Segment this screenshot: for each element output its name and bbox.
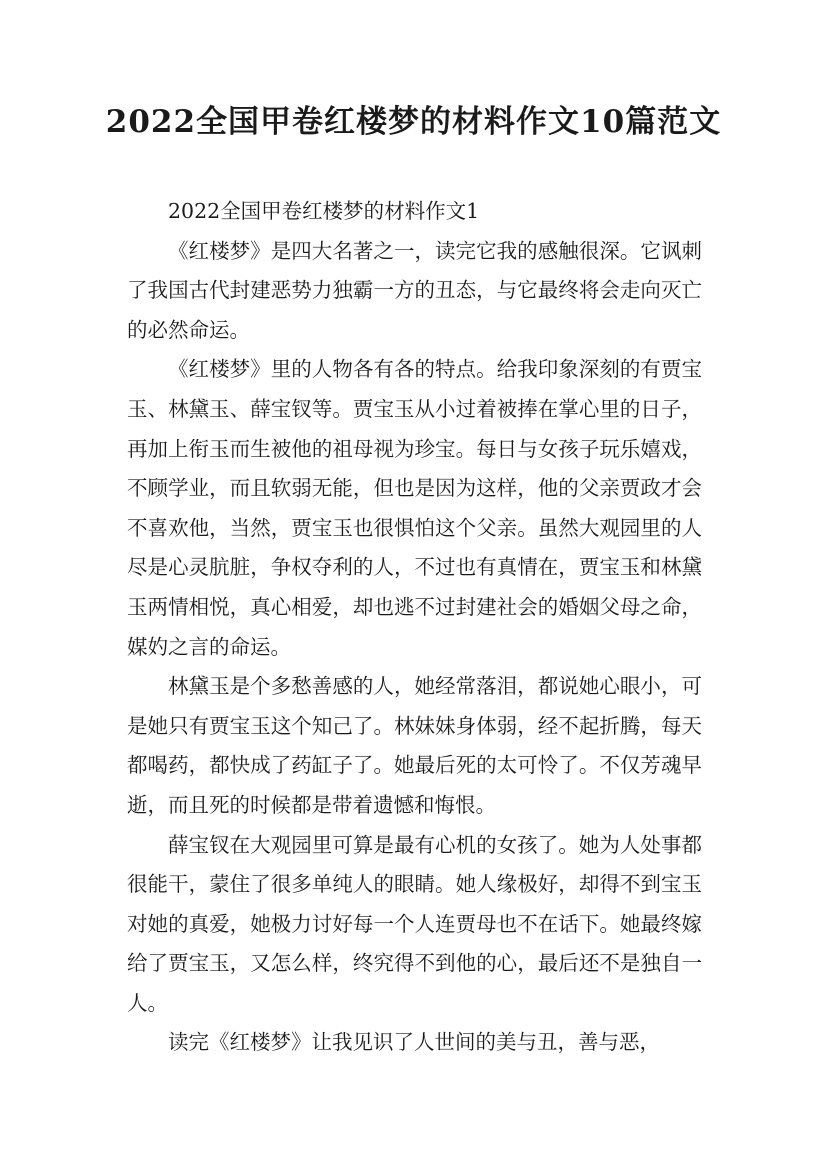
document-title: 2022全国甲卷红楼梦的材料作文10篇范文 xyxy=(105,104,722,140)
paragraph: 薛宝钗在大观园里可算是最有心机的女孩了。她为人处事都很能干，蒙住了很多单纯人的眼睛。她人缘极好，却得不到宝玉对她的真爱，她极力讨好每一个人连贾母也不在话下。她最终嫁给了贾宝玉，又怎么样，终究得不到他的心，最后还不是独自一人。 xyxy=(127,832,702,1015)
paragraph: 《红楼梦》是四大名著之一，读完它我的感触很深。它讽刺了我国古代封建恶势力独霸一方的丑态，与它最终将会走向灭亡的必然命运。 xyxy=(127,238,702,342)
essay-subtitle: 2022全国甲卷红楼梦的材料作文1 xyxy=(168,199,480,223)
paragraph: 林黛玉是个多愁善感的人，她经常落泪，都说她心眼小，可是她只有贾宝玉这个知己了。林妹妹身体弱，经不起折腾，每天都喝药，都快成了药缸子了。她最后死的太可怜了。不仅芳魂早逝，而且死的时候都是带着遗憾和悔恨。 xyxy=(127,674,702,817)
paragraph: 读完《红楼梦》让我见识了人世间的美与丑，善与恶， xyxy=(168,1030,660,1055)
document-body xyxy=(127,192,702,1063)
paragraph: 《红楼梦》里的人物各有各的特点。给我印象深刻的有贾宝玉、林黛玉、薛宝钗等。贾宝玉从小过着被捧在掌心里的日子，再加上衔玉而生被他的祖母视为珍宝。每日与女孩子玩乐嬉戏，不顾学业，而且软弱无能，但也是因为这样，他的父亲贾政才会不喜欢他，当然，贾宝玉也很惧怕这个父亲。虽然大观园里的人尽是心灵肮脏，争权夺利的人，不过也有真情在，贾宝玉和林黛玉两情相悦，真心相爱，却也逃不过封建社会的婚姻父母之命，媒妁之言的命运。 xyxy=(127,357,702,659)
